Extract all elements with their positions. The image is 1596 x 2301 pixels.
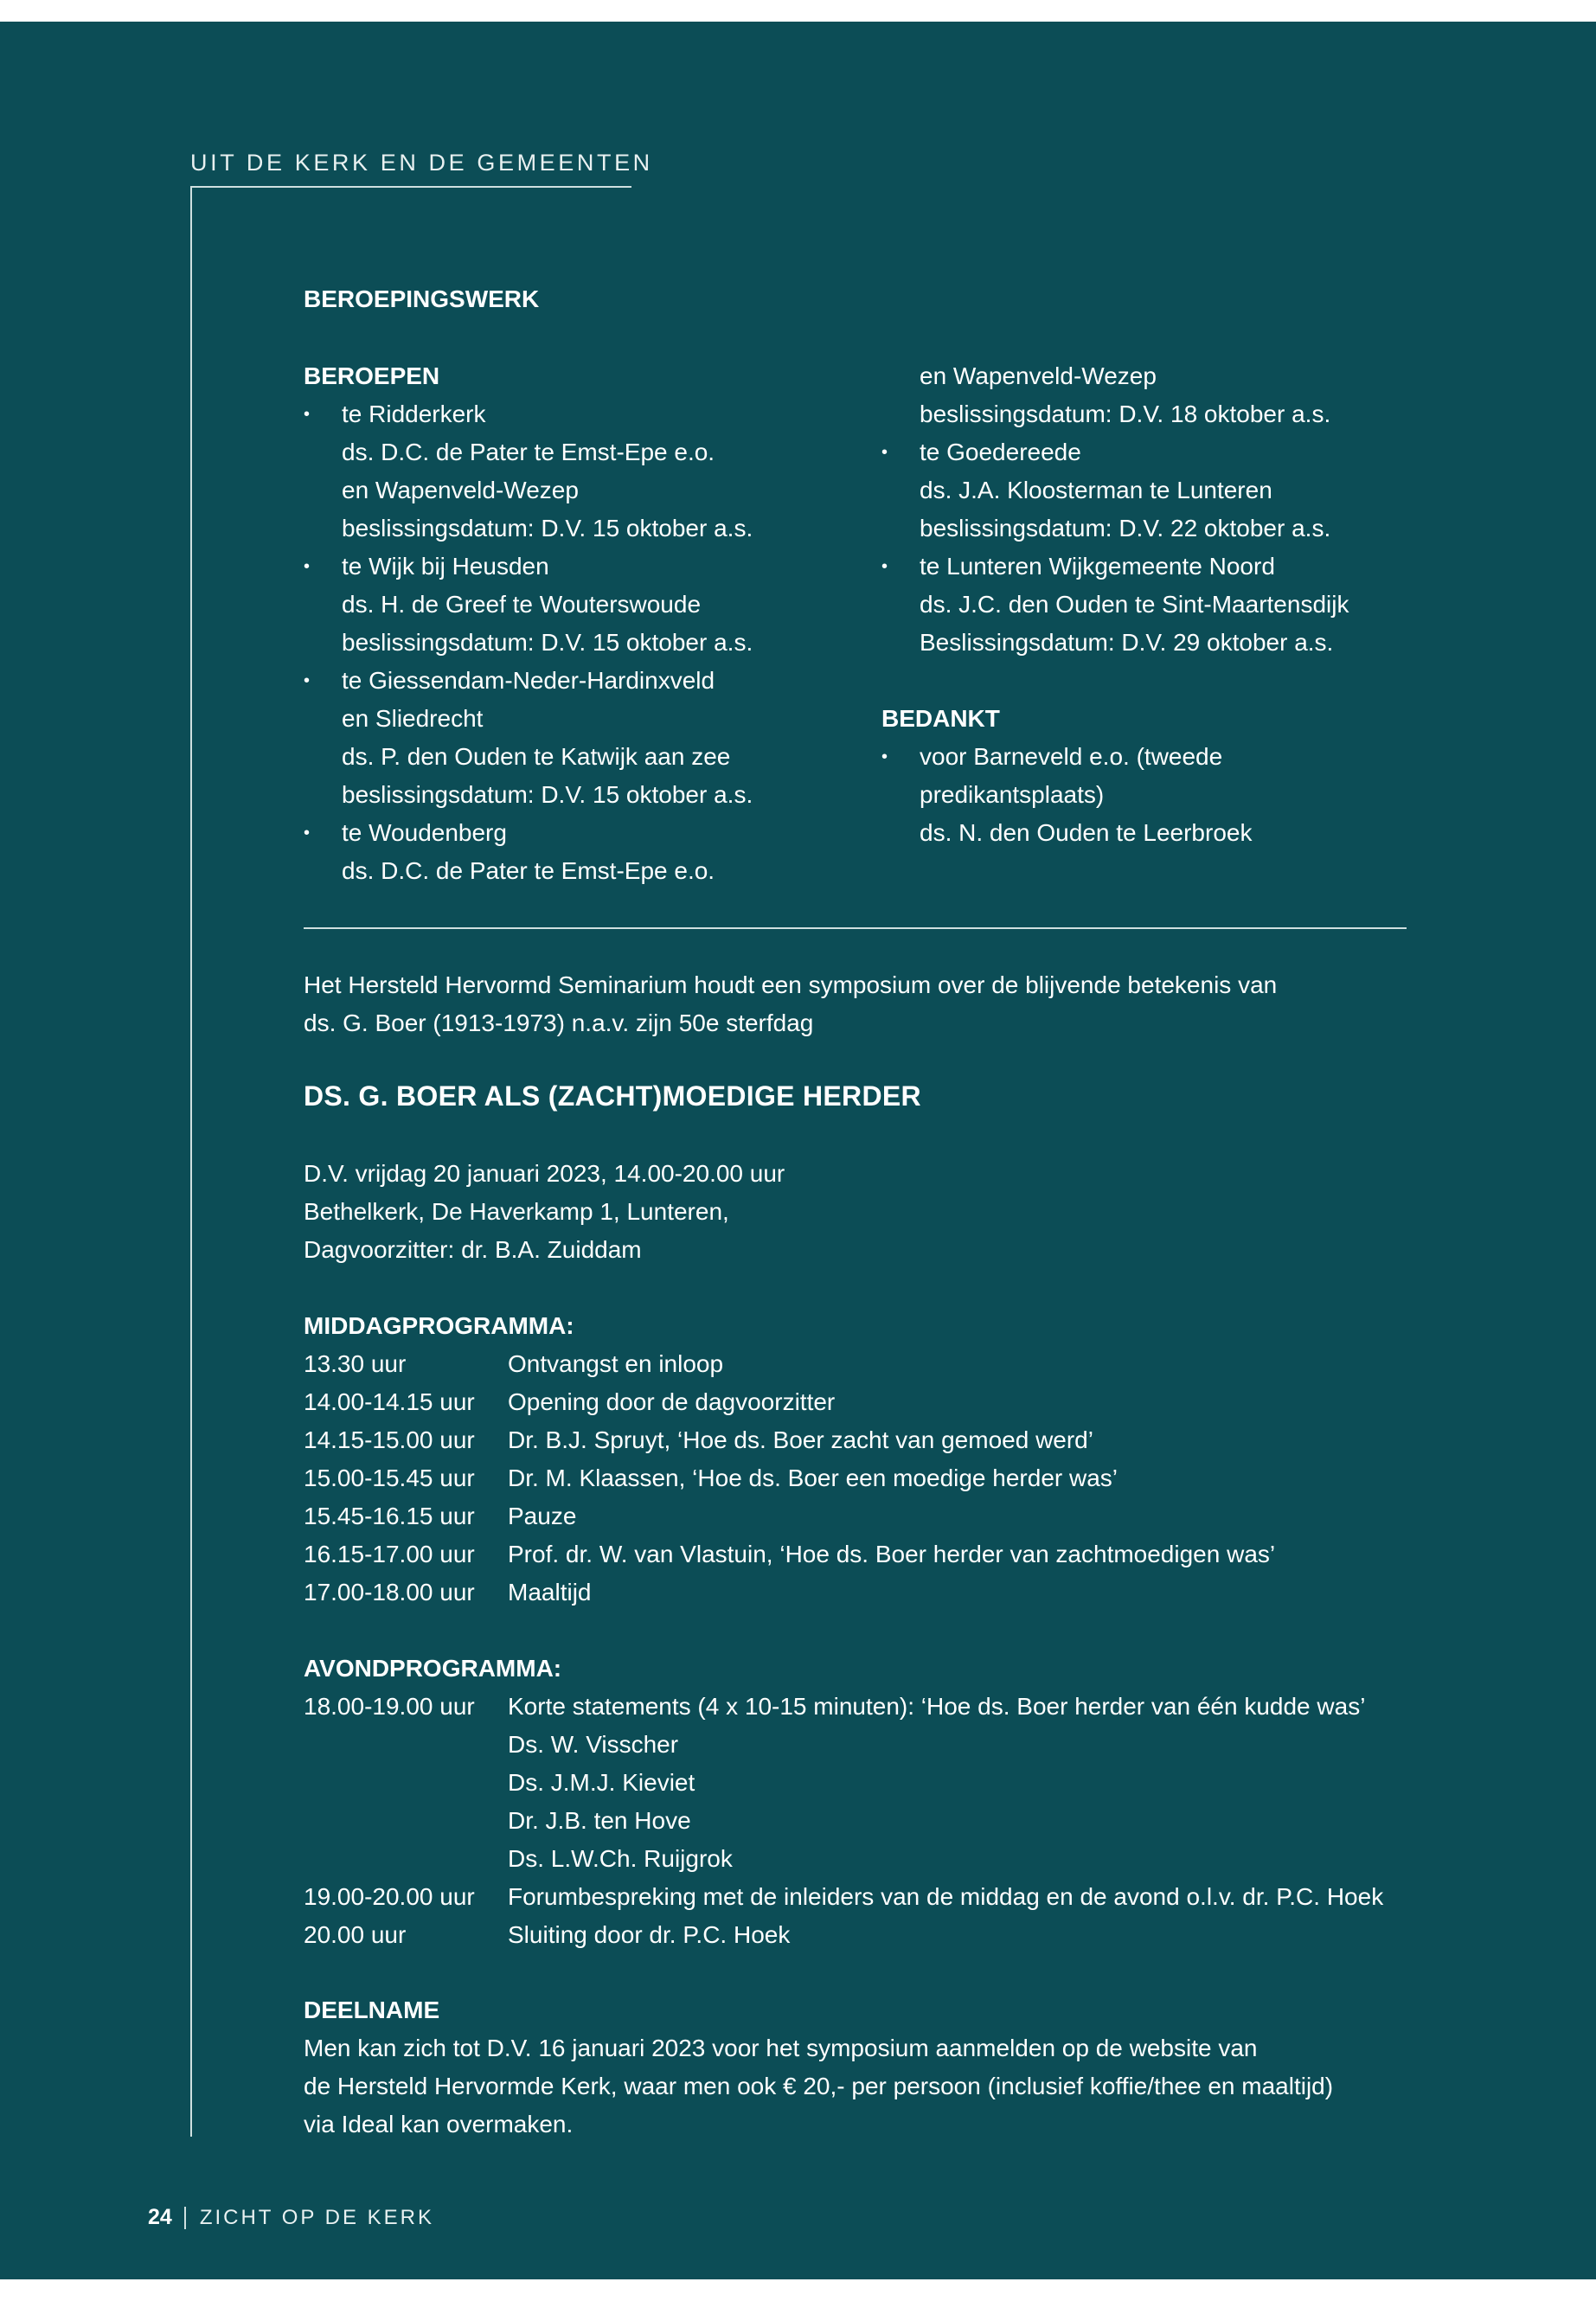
deelname-section (304, 1991, 1428, 2144)
program-time: 18.00-19.00 uur (304, 1693, 475, 1720)
beroep-line: ds. D.C. de Pater te Emst-Epe e.o. (342, 857, 715, 884)
beroepen-list-continued (881, 433, 1409, 662)
beroep-place: • te Woudenberg (342, 819, 507, 846)
program-time: 19.00-20.00 uur (304, 1883, 475, 1910)
program-row (304, 1574, 1428, 1612)
program-desc: Ds. W. Visscher (508, 1731, 679, 1758)
program-desc: Ds. L.W.Ch. Ruijgrok (508, 1845, 733, 1872)
beroepen-heading: BEROEPEN (304, 362, 440, 389)
list-item (304, 548, 831, 662)
program-time: 15.45-16.15 uur (304, 1503, 475, 1529)
program-desc: Forumbespreking met de inleiders van de middag en de avond o.l.v. dr. P.C. Hoek (508, 1883, 1384, 1910)
program-desc: Ds. J.M.J. Kieviet (508, 1769, 695, 1796)
beroep-line: Beslissingsdatum: D.V. 29 oktober a.s. (920, 629, 1334, 656)
program-row (304, 1916, 1428, 1954)
middagprogramma (304, 1307, 1428, 1612)
detail-date: D.V. vrijdag 20 januari 2023, 14.00-20.00 uur (304, 1160, 785, 1187)
program-desc: Korte statements (4 x 10-15 minuten): ‘Hoe ds. Boer herder van één kudde was’ (508, 1693, 1366, 1720)
program-time: 17.00-18.00 uur (304, 1579, 475, 1606)
bedankt-list (881, 738, 1409, 852)
beroep-line: ds. H. de Greef te Wouterswoude (342, 591, 702, 618)
beroep-line: ds. J.C. den Ouden te Sint-Maartensdijk (920, 591, 1349, 618)
left-rule (190, 186, 192, 2137)
deelname-line: via Ideal kan overmaken. (304, 2111, 574, 2138)
detail-location: Bethelkerk, De Haverkamp 1, Lunteren, (304, 1198, 729, 1225)
program-row (304, 1497, 1428, 1535)
program-desc: Prof. dr. W. van Vlastuin, ‘Hoe ds. Boer herder van zachtmoedigen was’ (508, 1541, 1276, 1567)
program-desc: Opening door de dagvoorzitter (508, 1388, 836, 1415)
program-desc: Sluiting door dr. P.C. Hoek (508, 1921, 791, 1948)
page-number: 24 (148, 2205, 172, 2229)
program-row (304, 1688, 1428, 1726)
program-row (304, 1764, 1428, 1802)
beroep-line: ds. D.C. de Pater te Emst-Epe e.o. (342, 439, 715, 465)
program-time: 14.15-15.00 uur (304, 1426, 475, 1453)
beroep-place: • te Wijk bij Heusden (342, 553, 549, 580)
beroep-place: • te Goedereede (920, 439, 1081, 465)
publication-name: ZICHT OP DE KERK (199, 2205, 434, 2229)
program-time: 16.15-17.00 uur (304, 1541, 475, 1567)
beroep-line: beslissingsdatum: D.V. 18 oktober a.s. (920, 401, 1331, 427)
detail-chair: Dagvoorzitter: dr. B.A. Zuiddam (304, 1236, 642, 1263)
program-time: 14.00-14.15 uur (304, 1388, 475, 1415)
program-row (304, 1878, 1428, 1916)
program-time (304, 1840, 508, 1878)
program-time: 15.00-15.45 uur (304, 1465, 475, 1491)
program-desc: Dr. M. Klaassen, ‘Hoe ds. Boer een moedige herder was’ (508, 1465, 1118, 1491)
section-divider (304, 927, 1407, 929)
program-row (304, 1535, 1428, 1574)
program-row (304, 1421, 1428, 1459)
beroep-line: beslissingsdatum: D.V. 22 oktober a.s. (920, 515, 1331, 542)
deelname-line: Men kan zich tot D.V. 16 januari 2023 voor het symposium aanmelden op de website van (304, 2035, 1258, 2061)
beroep-place: • te Ridderkerk (342, 401, 486, 427)
beroep-place: • te Giessendam-Neder-Hardinxveld (342, 667, 715, 694)
beroepen-list (304, 395, 831, 890)
program-row (304, 1345, 1428, 1383)
beroep-line: beslissingsdatum: D.V. 15 oktober a.s. (342, 629, 753, 656)
program-row (304, 1726, 1428, 1764)
spacer (881, 662, 1409, 700)
middag-heading: MIDDAGPROGRAMMA: (304, 1312, 574, 1339)
symposium-title: DS. G. BOER ALS (ZACHT)MOEDIGE HERDER (304, 1080, 921, 1112)
program-time (304, 1802, 508, 1840)
program-row (304, 1459, 1428, 1497)
intro-line: ds. G. Boer (1913-1973) n.a.v. zijn 50e sterfdag (304, 1009, 814, 1036)
list-item (304, 814, 831, 890)
deelname-heading: DEELNAME (304, 1997, 440, 2023)
section-header: UIT DE KERK EN DE GEMEENTEN (190, 150, 653, 176)
symposium-details (304, 1155, 785, 1269)
beroep-line: beslissingsdatum: D.V. 15 oktober a.s. (342, 781, 753, 808)
list-item (304, 662, 831, 814)
page (0, 22, 1596, 2279)
program-time (304, 1726, 508, 1764)
footer (148, 2205, 434, 2230)
bedankt-line: ds. N. den Ouden te Leerbroek (920, 819, 1253, 846)
program-row (304, 1802, 1428, 1840)
list-item (304, 395, 831, 548)
beroep-place: • te Lunteren Wijkgemeente Noord (920, 553, 1275, 580)
program-desc: Ontvangst en inloop (508, 1350, 724, 1377)
program-time: 13.30 uur (304, 1350, 407, 1377)
avond-heading: AVONDPROGRAMMA: (304, 1655, 562, 1682)
program-desc: Pauze (508, 1503, 577, 1529)
list-item (881, 548, 1409, 662)
bedankt-heading: BEDANKT (881, 705, 1000, 732)
deelname-line: de Hersteld Hervormde Kerk, waar men ook € 20,- per persoon (inclusief koffie/thee en maaltijd) (304, 2073, 1334, 2099)
symposium-intro (304, 966, 1411, 1042)
beroep-line: ds. J.A. Kloosterman te Lunteren (920, 477, 1272, 503)
program-row (304, 1383, 1428, 1421)
bedankt-place: • voor Barneveld e.o. (tweede (920, 743, 1223, 770)
program-desc: Dr. J.B. ten Hove (508, 1807, 691, 1834)
program-time: 20.00 uur (304, 1921, 407, 1948)
intro-line: Het Hersteld Hervormd Seminarium houdt een symposium over de blijvende betekenis van (304, 971, 1278, 998)
beroep-line: en Wapenveld-Wezep (920, 362, 1157, 389)
list-item (881, 433, 1409, 548)
beroep-line: en Wapenveld-Wezep (342, 477, 579, 503)
program-desc: Maaltijd (508, 1579, 592, 1606)
header-rule (190, 186, 631, 188)
program-desc: Dr. B.J. Spruyt, ‘Hoe ds. Boer zacht van gemoed werd’ (508, 1426, 1093, 1453)
beroep-line: ds. P. den Ouden te Katwijk aan zee (342, 743, 731, 770)
beroepen-column-right (881, 357, 1409, 852)
bedankt-line: predikantsplaats) (920, 781, 1105, 808)
beroepen-column-left (304, 357, 831, 890)
program-row (304, 1840, 1428, 1878)
program-time (304, 1764, 508, 1802)
footer-separator (184, 2207, 186, 2229)
list-item (881, 738, 1409, 852)
avondprogramma (304, 1650, 1428, 1954)
beroep-line: en Sliedrecht (342, 705, 484, 732)
beroepingswerk-title: BEROEPINGSWERK (304, 285, 540, 312)
beroep-line: beslissingsdatum: D.V. 15 oktober a.s. (342, 515, 753, 542)
